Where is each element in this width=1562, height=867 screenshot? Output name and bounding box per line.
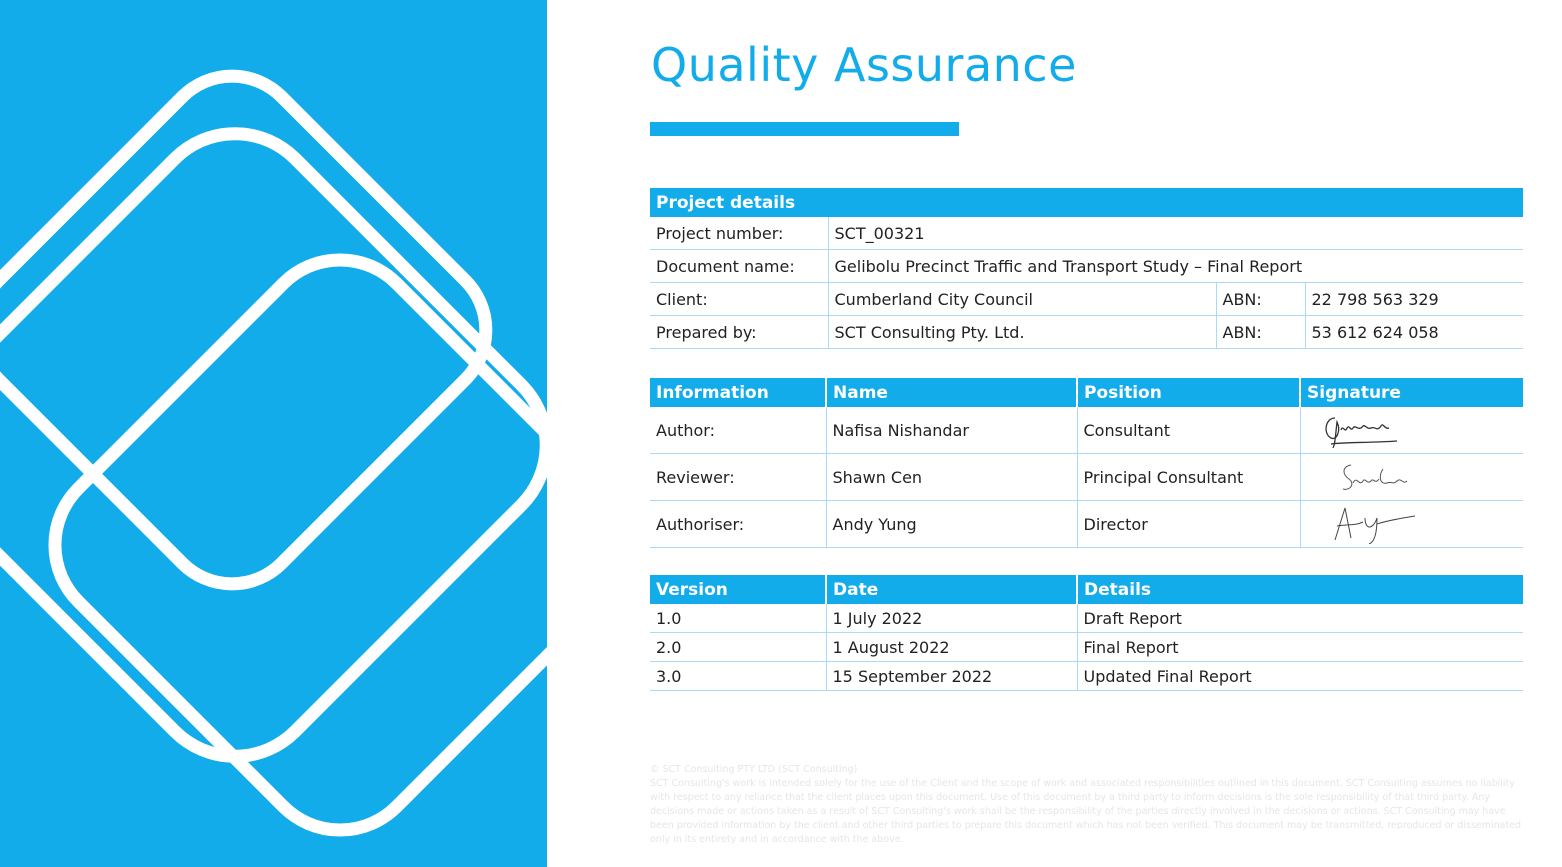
name-header: Name <box>826 378 1077 407</box>
client-label: Client: <box>650 283 828 316</box>
table-row <box>650 633 1523 662</box>
project-number-value: SCT_00321 <box>828 217 1523 250</box>
version-history-table <box>650 575 1523 691</box>
diamond-outline-lower <box>22 227 547 863</box>
prepared-by-label: Prepared by: <box>650 316 828 349</box>
date-header: Date <box>826 575 1077 604</box>
authoriser-signature <box>1307 504 1417 544</box>
table-row <box>650 250 1523 283</box>
version-cell: 2.0 <box>650 633 826 662</box>
signature-cell <box>1300 454 1523 501</box>
client-abn-label: ABN: <box>1216 283 1305 316</box>
signature-cell <box>1300 501 1523 548</box>
position-header: Position <box>1077 378 1300 407</box>
copyright-line: © SCT Consulting PTY LTD (SCT Consulting) <box>650 764 858 775</box>
name-cell: Shawn Cen <box>826 454 1077 501</box>
details-cell: Updated Final Report <box>1077 662 1523 691</box>
position-cell: Consultant <box>1077 407 1300 454</box>
position-cell: Director <box>1077 501 1300 548</box>
table-row <box>650 283 1523 316</box>
version-header: Version <box>650 575 826 604</box>
cover-graphic-panel <box>0 0 547 867</box>
author-signature <box>1307 410 1417 450</box>
table-row <box>650 407 1523 454</box>
rounded-diamonds-graphic <box>0 0 547 867</box>
role-cell: Author: <box>650 407 826 454</box>
table-row <box>650 662 1523 691</box>
role-cell: Reviewer: <box>650 454 826 501</box>
position-cell: Principal Consultant <box>1077 454 1300 501</box>
client-abn-value: 22 798 563 329 <box>1305 283 1523 316</box>
information-header: Information <box>650 378 826 407</box>
project-details-heading: Project details <box>650 188 1523 217</box>
table-row <box>650 501 1523 548</box>
table-row <box>650 604 1523 633</box>
prepared-by-abn-value: 53 612 624 058 <box>1305 316 1523 349</box>
details-cell: Final Report <box>1077 633 1523 662</box>
table-row <box>650 454 1523 501</box>
role-cell: Authoriser: <box>650 501 826 548</box>
details-cell: Draft Report <box>1077 604 1523 633</box>
disclaimer-body: SCT Consulting's work is intended solely for the use of the Client and the scope of work and associated responsibilities outlined in this document. SCT Consulting assumes no liability with respect to any reliance that the client places upon this document. Use of this document by a third party to inform decisions is the sole responsibility of that third party. Any decisions made or actions taken as a result of SCT Consulting's work shall be the responsibility of the parties directly involved in the decisions or actions. SCT Consulting may have been provided information by the client and other third parties to prepare this document which has not been verified. This document may be transmitted, reproduced or disseminated only in its entirety and in accordance with the above. <box>650 778 1522 845</box>
document-name-value: Gelibolu Precinct Traffic and Transport Study – Final Report <box>828 250 1523 283</box>
table-row <box>650 217 1523 250</box>
date-cell: 1 July 2022 <box>826 604 1077 633</box>
version-cell: 3.0 <box>650 662 826 691</box>
page-title: Quality Assurance <box>651 38 1077 92</box>
prepared-by-value: SCT Consulting Pty. Ltd. <box>828 316 1216 349</box>
signature-cell <box>1300 407 1523 454</box>
prepared-by-abn-label: ABN: <box>1216 316 1305 349</box>
name-cell: Nafisa Nishandar <box>826 407 1077 454</box>
title-underline-bar <box>650 122 959 136</box>
reviewer-signature <box>1307 457 1417 497</box>
disclaimer-text <box>650 763 1523 847</box>
details-header: Details <box>1077 575 1523 604</box>
date-cell: 15 September 2022 <box>826 662 1077 691</box>
project-number-label: Project number: <box>650 217 828 250</box>
name-cell: Andy Yung <box>826 501 1077 548</box>
table-row <box>650 316 1523 349</box>
date-cell: 1 August 2022 <box>826 633 1077 662</box>
client-value: Cumberland City Council <box>828 283 1216 316</box>
signature-header: Signature <box>1300 378 1523 407</box>
document-name-label: Document name: <box>650 250 828 283</box>
project-details-table <box>650 188 1523 349</box>
information-table <box>650 378 1523 548</box>
version-cell: 1.0 <box>650 604 826 633</box>
